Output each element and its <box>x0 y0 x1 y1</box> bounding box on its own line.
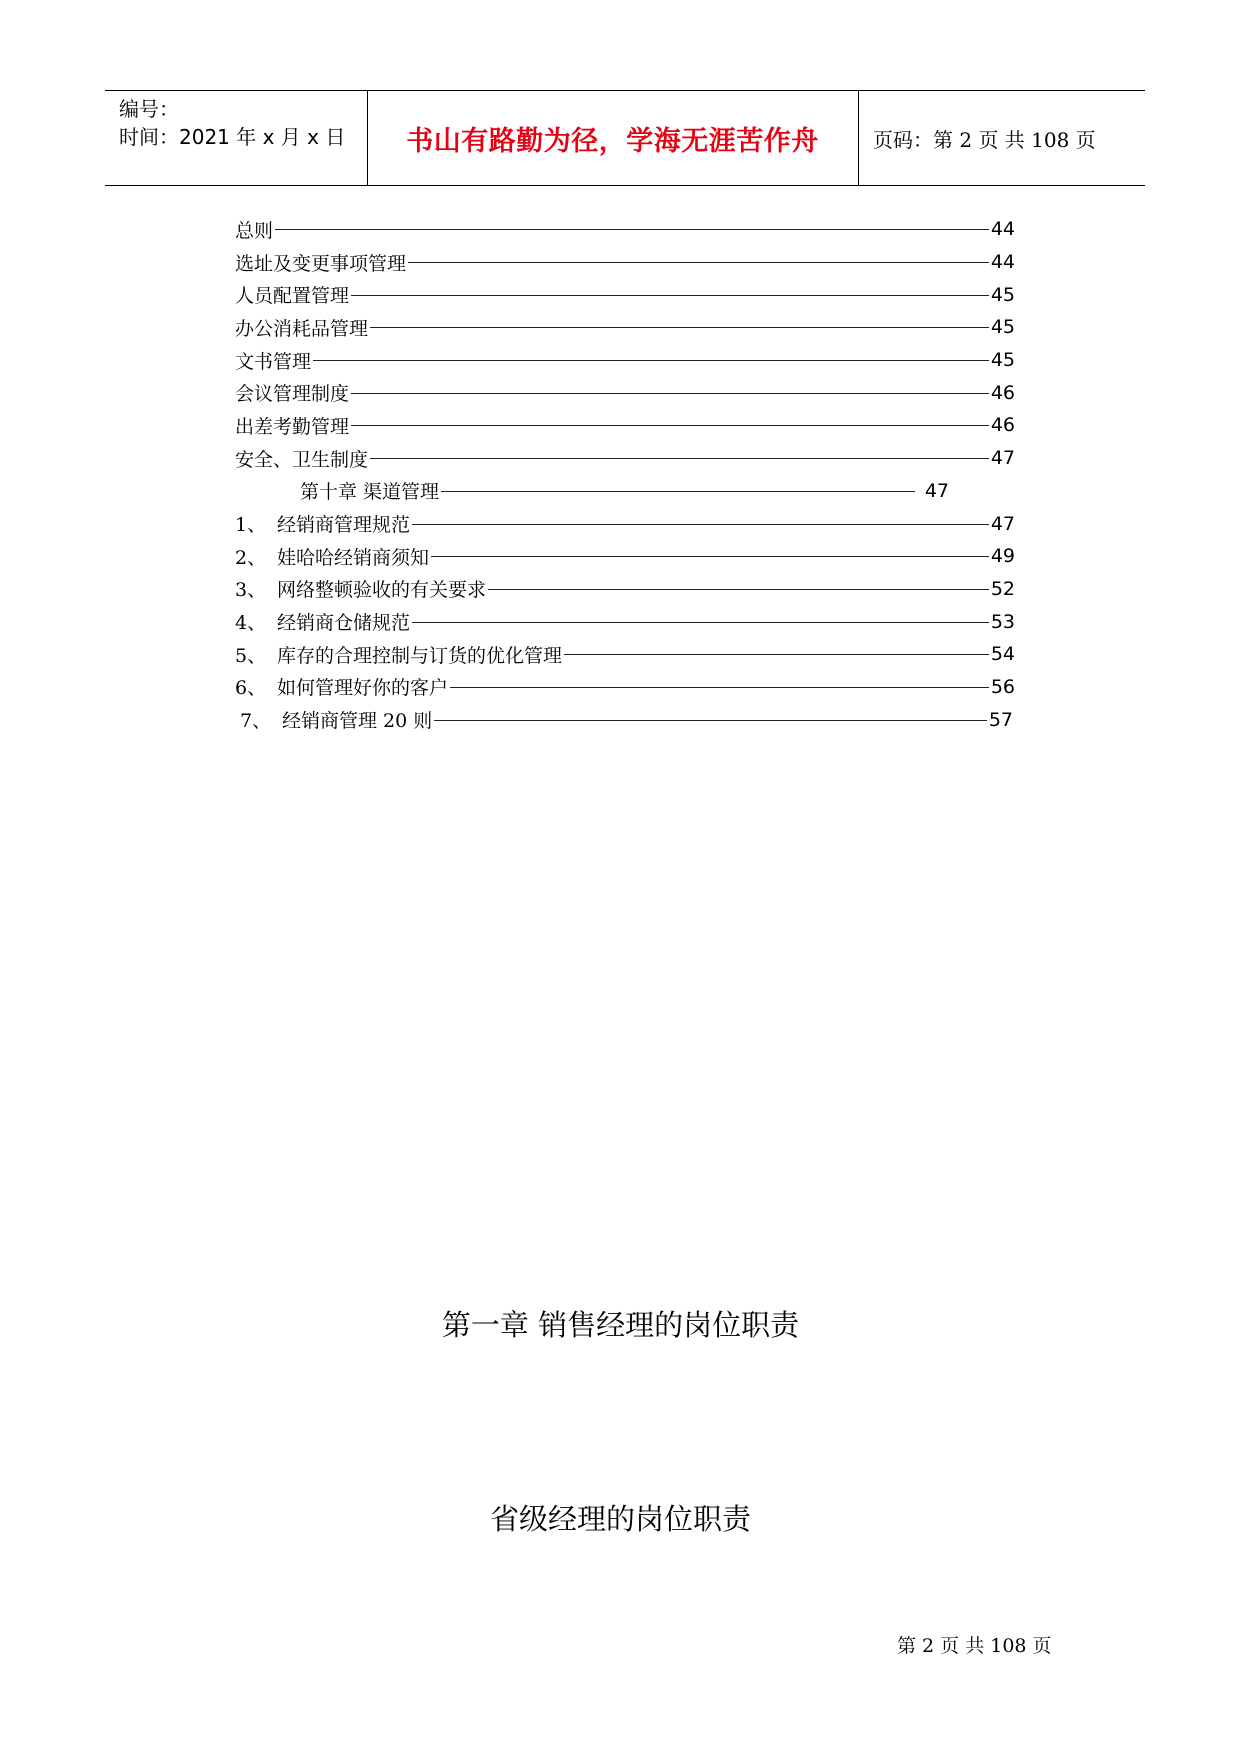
toc-entry-page: 54 <box>990 643 1015 666</box>
toc-entry-title: 人员配置管理 <box>235 285 350 308</box>
toc-entry-number: 4、 <box>235 612 267 635</box>
toc-leader <box>564 654 989 656</box>
toc-entry-page: 46 <box>990 381 1015 404</box>
toc-entry-number: 6、 <box>235 677 267 700</box>
toc-leader <box>441 491 915 493</box>
toc-entry[interactable] <box>235 671 1015 704</box>
toc-leader <box>412 524 989 526</box>
toc-entry-number: 3、 <box>235 579 267 602</box>
toc-entry-page: 44 <box>990 218 1015 241</box>
toc-entry-title: 经销商管理规范 <box>277 514 411 537</box>
toc-entry-title: 安全、卫生制度 <box>235 448 369 471</box>
toc-entry[interactable] <box>235 311 1015 344</box>
header-meta-cell <box>105 91 368 185</box>
toc-entry[interactable] <box>235 703 1013 736</box>
toc-entry-page: 46 <box>990 414 1015 437</box>
toc-entry-number: 2、 <box>235 546 267 569</box>
toc-entry-number: 1、 <box>235 514 267 537</box>
toc-entry[interactable] <box>235 376 1015 409</box>
toc-leader <box>488 589 989 591</box>
toc-leader <box>313 360 989 362</box>
toc-entry-page: 53 <box>990 610 1015 633</box>
toc-entry[interactable] <box>235 246 1015 279</box>
toc-entry[interactable] <box>235 573 1015 606</box>
toc-entry-title: 网络整顿验收的有关要求 <box>277 579 487 602</box>
toc-entry[interactable] <box>235 507 1015 540</box>
header-page-cell <box>859 91 1145 185</box>
toc-entry-page: 44 <box>990 251 1015 274</box>
toc-leader <box>434 720 987 722</box>
toc-entry[interactable] <box>235 442 1015 475</box>
toc-entry-page: 47 <box>990 512 1015 535</box>
toc-entry[interactable] <box>235 344 1015 377</box>
toc-leader <box>408 262 989 264</box>
toc-entry-page: 56 <box>990 675 1015 698</box>
toc-entry[interactable] <box>235 213 1015 246</box>
toc-entry-title: 文书管理 <box>235 350 312 373</box>
toc-entry-title: 经销商管理 20 则 <box>282 710 433 733</box>
page-header <box>105 90 1145 186</box>
chapter-heading: 第一章 销售经理的岗位职责 <box>441 1308 800 1342</box>
toc-leader <box>351 425 989 427</box>
toc-entry-title: 办公消耗品管理 <box>235 317 369 340</box>
toc-entry[interactable] <box>235 638 1015 671</box>
toc-leader <box>450 687 989 689</box>
toc-leader <box>370 458 989 460</box>
toc-entry-title: 选址及变更事项管理 <box>235 252 407 275</box>
toc-leader <box>370 327 989 329</box>
toc-entry-number: 5、 <box>235 644 267 667</box>
toc-chapter-entry[interactable] <box>235 475 949 508</box>
toc-leader <box>351 393 989 395</box>
page-info: 页码：第 2 页 共 108 页 <box>873 127 1096 152</box>
toc-entry-page: 47 <box>990 447 1015 470</box>
header-motto-cell <box>367 91 859 185</box>
toc-entry-title: 出差考勤管理 <box>235 415 350 438</box>
toc-entry[interactable] <box>235 409 1015 442</box>
toc-entry[interactable] <box>235 540 1015 573</box>
motto: 书山有路勤为径，学海无涯苦作舟 <box>406 125 819 157</box>
section-heading: 省级经理的岗位职责 <box>489 1502 751 1536</box>
toc-leader <box>412 622 989 624</box>
page-footer: 第 2 页 共 108 页 <box>897 1635 1052 1657</box>
table-of-contents <box>235 213 1015 736</box>
toc-leader <box>431 556 989 558</box>
toc-entry-number: 7、 <box>240 710 272 733</box>
toc-entry-page: 45 <box>990 349 1015 372</box>
toc-entry[interactable] <box>235 605 1015 638</box>
toc-entry-page: 49 <box>990 545 1015 568</box>
toc-entry-title: 经销商仓储规范 <box>277 612 411 635</box>
date-label: 时间：2021 年 x 月 x 日 <box>119 125 346 149</box>
toc-entry-title: 会议管理制度 <box>235 383 350 406</box>
toc-entry-page: 47 <box>924 479 949 502</box>
toc-entry-page: 57 <box>988 708 1013 731</box>
toc-entry-title: 娃哈哈经销商须知 <box>277 546 430 569</box>
number-label: 编号： <box>119 97 179 121</box>
toc-entry-page: 45 <box>990 283 1015 306</box>
toc-entry-title: 总则 <box>235 219 274 242</box>
toc-entry[interactable] <box>235 278 1015 311</box>
toc-entry-page: 52 <box>990 577 1015 600</box>
toc-leader <box>275 229 989 231</box>
toc-entry-title: 库存的合理控制与订货的优化管理 <box>277 644 563 667</box>
toc-entry-page: 45 <box>990 316 1015 339</box>
toc-entry-title: 如何管理好你的客户 <box>277 677 449 700</box>
toc-entry-title: 第十章 渠道管理 <box>300 481 440 504</box>
toc-leader <box>351 295 989 297</box>
